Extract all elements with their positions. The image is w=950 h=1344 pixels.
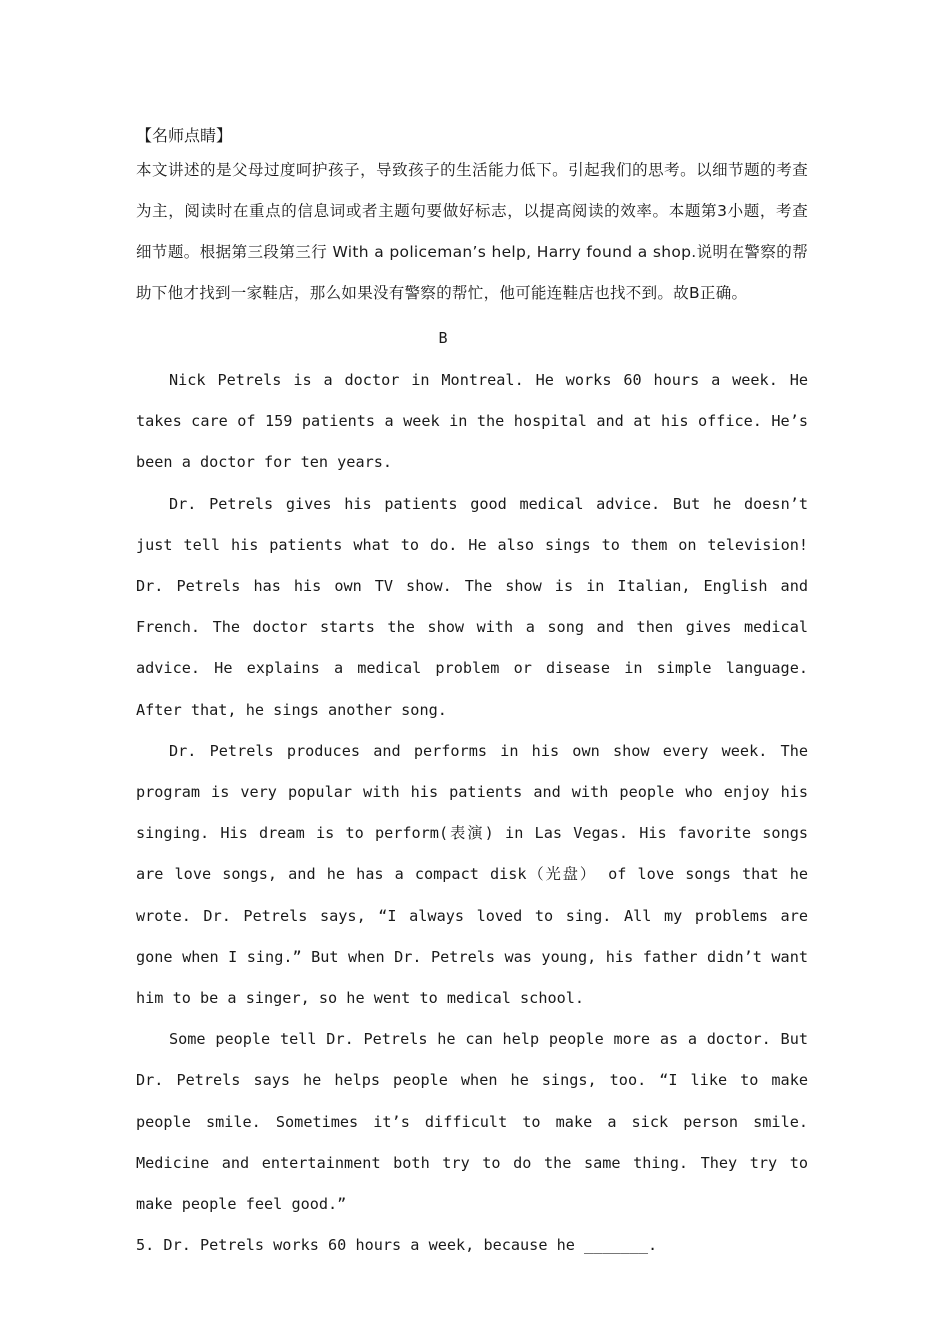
section-heading: 【名师点睛】 [136,126,233,145]
passage-paragraph-1: Nick Petrels is a doctor in Montreal. He works 60 hours a week. He takes care of 159 patients a week in the hospital and at his office. He’s been a doctor for ten years. [136,371,808,472]
question-5: 5. Dr. Petrels works 60 hours a week, because he _______. [136,1236,658,1255]
passage-paragraph-2: Dr. Petrels gives his patients good medical advice. But he doesn’t just tell his patients what to do. He also sings to them on television! Dr. Petrels has his own TV show. The show is in Italian, English and French. The doctor starts the show with a song and then gives medical advice. He explains a medical problem or disease in simple language. After that, he sings another song. [136,494,808,719]
analysis-paragraph: 本文讲述的是父母过度呵护孩子，导致孩子的生活能力低下。引起我们的思考。以细节题的考查为主，阅读时在重点的信息词或者主题句要做好标志，以提高阅读的效率。本题第3小题，考查细节题。根据第三段第三行 With a policeman’s help, Harry found a shop.说明在警察的帮助下他才找到一家鞋店，那么如果没有警察的帮忙，他可能连鞋店也找不到。故B正确。 [136,161,808,302]
document-page [136,122,808,1266]
passage-paragraph-4: Some people tell Dr. Petrels he can help people more as a doctor. But Dr. Petrels says he helps people when he sings, too. “I like to make people smile. Sometimes it’s difficult to make a sick person smile. Medicine and entertainment both try to do the same thing. They try to make people feel good.” [136,1030,808,1214]
passage-label: B [438,329,448,347]
passage-paragraph-3: Dr. Petrels produces and performs in his own show every week. The program is very popular with his patients and with people who enjoy his singing. His dream is to perform(表演) in Las Vegas. His favorite songs are love songs, and he has a compact disk（光盘） of love songs that he wrote. Dr. Petrels says, “I always loved to sing. All my problems are gone when I sing.” But when Dr. Petrels was young, his father didn’t want him to be a singer, so he went to medical school. [136,741,808,1008]
